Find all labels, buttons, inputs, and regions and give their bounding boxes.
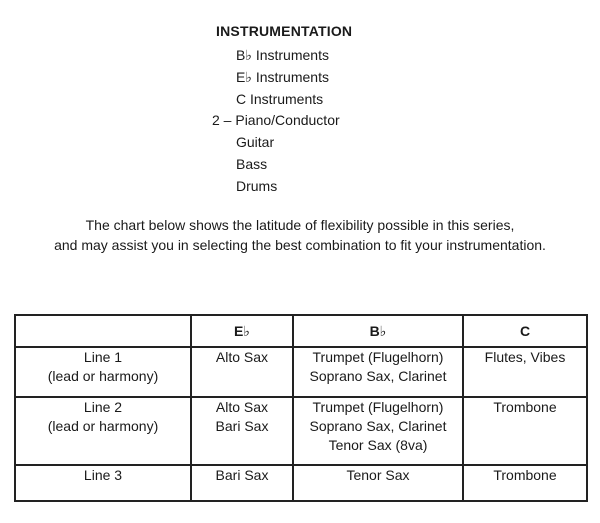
instrument-guitar: Guitar xyxy=(236,134,275,150)
eb-cell xyxy=(191,465,293,501)
c-instrument: Trombone xyxy=(493,399,557,415)
instrumentation-heading: INSTRUMENTATION xyxy=(216,23,353,39)
bb-instrument: Tenor Sax xyxy=(346,467,410,483)
instrument-bass: Bass xyxy=(236,156,268,172)
line-cell xyxy=(15,465,191,501)
bb-cell xyxy=(293,347,463,397)
line-cell xyxy=(15,347,191,397)
intro-text xyxy=(0,215,600,255)
instrument-piano-conductor: 2 – Piano/Conductor xyxy=(212,112,340,128)
header-eb: E♭ xyxy=(191,315,293,347)
header-bb: B♭ xyxy=(293,315,463,347)
c-instrument: Flutes, Vibes xyxy=(484,349,566,365)
eb-instrument: Bari Sax xyxy=(215,467,269,483)
bb-instrument: Trumpet (Flugelhorn) xyxy=(312,399,444,415)
intro-line-1: The chart below shows the latitude of flexibility possible in this series, xyxy=(85,217,515,233)
eb-cell xyxy=(191,397,293,465)
c-instrument: Trombone xyxy=(493,467,557,483)
bb-cell xyxy=(293,397,463,465)
eb-instrument: Alto Sax xyxy=(215,399,269,415)
instrument-c: C Instruments xyxy=(236,91,324,107)
bb-cell xyxy=(293,465,463,501)
table-row xyxy=(15,347,587,397)
instrument-bb: B♭ Instruments xyxy=(236,47,329,63)
header-c: C xyxy=(463,315,587,347)
c-cell xyxy=(463,465,587,501)
table-row xyxy=(15,397,587,465)
eb-instrument: Alto Sax xyxy=(215,349,269,365)
line-role: (lead or harmony) xyxy=(47,368,159,384)
eb-instrument: Bari Sax xyxy=(215,418,269,434)
line-label: Line 2 xyxy=(83,399,123,415)
c-cell xyxy=(463,347,587,397)
c-cell xyxy=(463,397,587,465)
bb-instrument: Trumpet (Flugelhorn) xyxy=(312,349,444,365)
intro-line-2: and may assist you in selecting the best combination to fit your instrumentation. xyxy=(54,237,546,253)
header-blank xyxy=(15,315,191,347)
table-row xyxy=(15,465,587,501)
line-cell xyxy=(15,397,191,465)
instrument-drums: Drums xyxy=(236,178,278,194)
line-role: (lead or harmony) xyxy=(47,418,159,434)
bb-instrument: Soprano Sax, Clarinet xyxy=(309,368,447,384)
chart-header-row xyxy=(15,315,587,347)
flexibility-chart xyxy=(14,314,588,502)
bb-instrument: Soprano Sax, Clarinet xyxy=(309,418,447,434)
line-label: Line 1 xyxy=(83,349,123,365)
bb-instrument: Tenor Sax (8va) xyxy=(328,437,428,453)
line-label: Line 3 xyxy=(83,467,123,483)
eb-cell xyxy=(191,347,293,397)
instrument-eb: E♭ Instruments xyxy=(236,69,329,85)
